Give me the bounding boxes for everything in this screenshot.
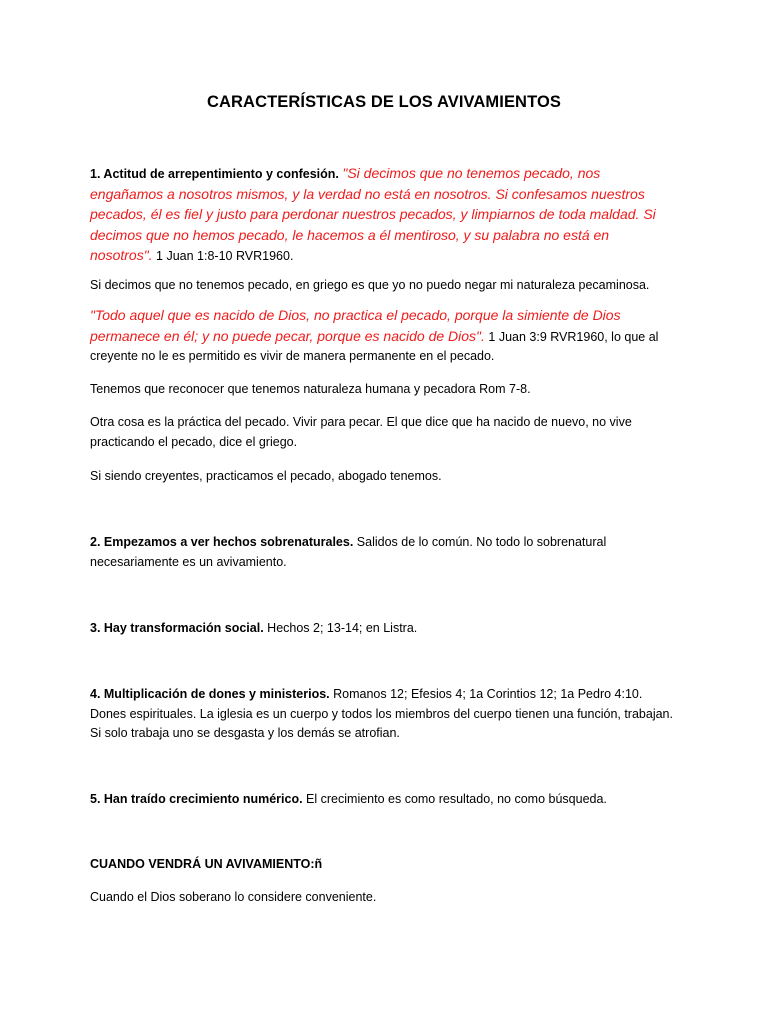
section-1-text-1: Si decimos que no tenemos pecado, en griego es que yo no puedo negar mi naturaleza pecaminosa. — [90, 278, 650, 292]
section-1-reference: 1 Juan 1:8-10 RVR1960. — [156, 249, 294, 263]
section-1-paragraph — [90, 164, 675, 267]
section-1-quote: "Si decimos que no tenemos pecado, nos engañamos a nosotros mismos, y la verdad no está en nosotros. Si confesamos nuestros pecados, él es fiel y justo para perdonar nuestros pecados, y limpiarnos de toda maldad. Si decimos que no hemos pecado, le hacemos a él mentiroso, y su palabra no está en nosotros". — [90, 165, 656, 263]
section-1-text-4: Si siendo creyentes, practicamos el pecado, abogado tenemos. — [90, 469, 442, 483]
section-1-quote-2-paragraph — [90, 306, 675, 367]
section-5-paragraph — [90, 790, 675, 810]
section-3-paragraph — [90, 619, 675, 639]
when-text: Cuando el Dios soberano lo considere conveniente. — [90, 890, 377, 904]
section-1-quote-2-tail: 1 Juan 3:9 RVR1960, lo que al creyente no le es permitido es vivir de manera permanente en el pecado. — [90, 329, 659, 363]
section-4-paragraph — [90, 685, 675, 744]
section-1-quote-2: "Todo aquel que es nacido de Dios, no practica el pecado, porque la simiente de Dios permanece en él; y no puede pecar, porque es nacido de Dios". — [90, 307, 621, 344]
section-2-text: Salidos de lo común. No todo lo sobrenatural necesariamente es un avivamiento. — [90, 535, 607, 569]
section-4-text: Romanos 12; Efesios 4; 1a Corintios 12; 1a Pedro 4:10. Dones espirituales. La iglesia es un cuerpo y todos los miembros del cuerpo tienen una función, trabajan. Si solo trabaja uno se desgasta y los demás se atrofian. — [90, 687, 673, 740]
section-1-text-3: Otra cosa es la práctica del pecado. Vivir para pecar. El que dice que ha nacido de nuevo, no vive practicando el pecado, dice el griego. — [90, 415, 632, 449]
section-5-text: El crecimiento es como resultado, no como búsqueda. — [306, 792, 607, 806]
when-heading: CUANDO VENDRÁ UN AVIVAMIENTO:ñ — [90, 857, 323, 871]
section-3-text: Hechos 2; 13-14; en Listra. — [267, 621, 418, 635]
section-1-text-2: Tenemos que reconocer que tenemos naturaleza humana y pecadora Rom 7-8. — [90, 382, 531, 396]
section-1-heading: 1. Actitud de arrepentimiento y confesión. — [90, 167, 339, 181]
section-4-heading: 4. Multiplicación de dones y ministerios. — [90, 687, 330, 701]
section-2-heading: 2. Empezamos a ver hechos sobrenaturales. — [90, 535, 354, 549]
section-3-heading: 3. Hay transformación social. — [90, 621, 264, 635]
document-title: CARACTERÍSTICAS DE LOS AVIVAMIENTOS — [207, 93, 561, 111]
section-2-paragraph — [90, 533, 675, 572]
section-5-heading: 5. Han traído crecimiento numérico. — [90, 792, 303, 806]
